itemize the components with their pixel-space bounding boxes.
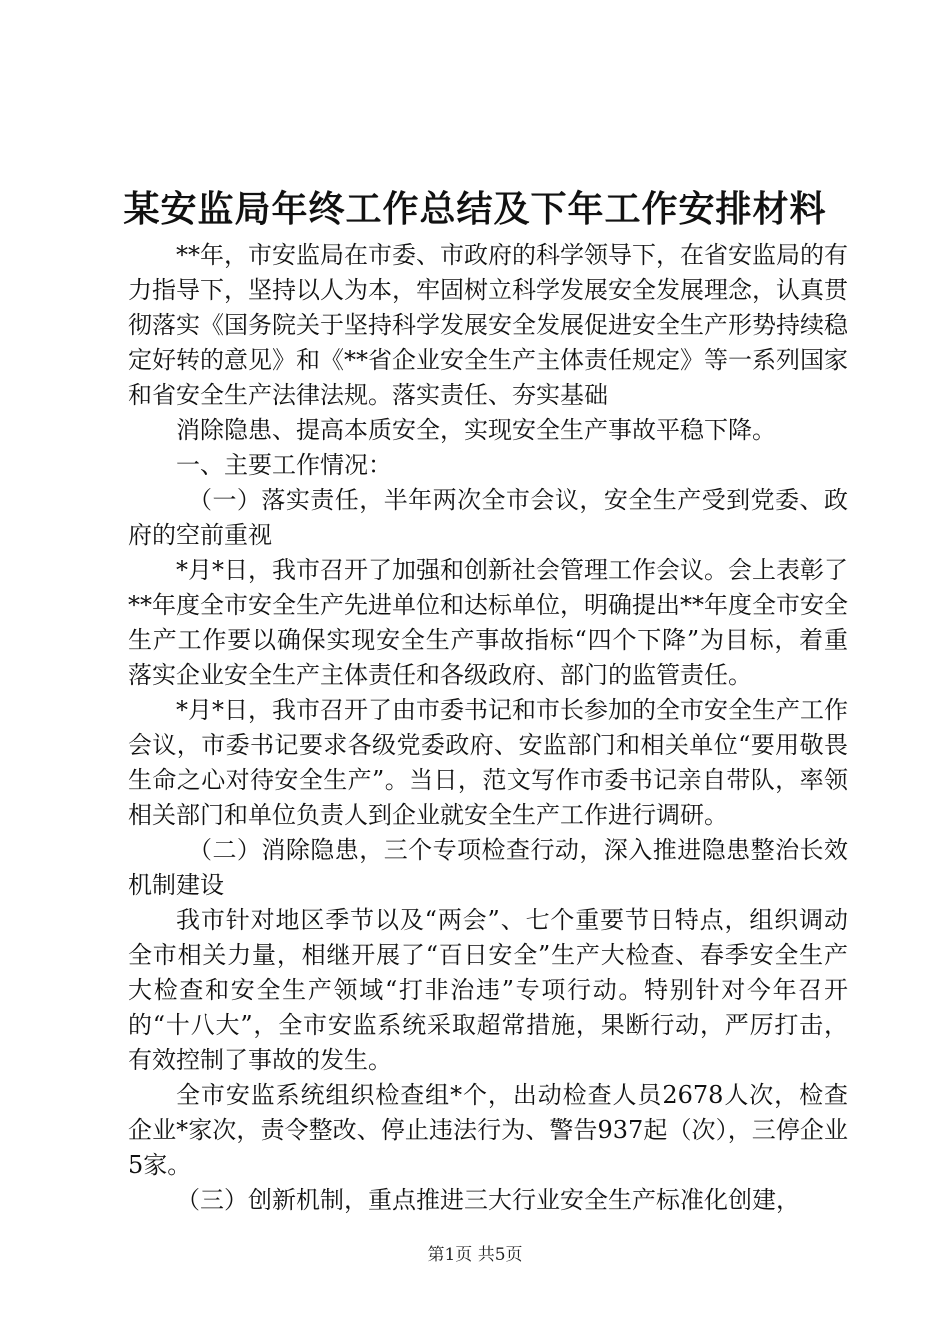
- paragraph-intro: **年，市安监局在市委、市政府的科学领导下，在省安监局的有力指导下，坚持以人为本，牢固树立科学发展安全发展理念，认真贯彻落实《国务院关于坚持科学发展安全发展促进安全生产形势持续稳定好转的意见》和《**省企业安全生产主体责任规定》等一系列国家和省安全生产法律法规。落实责任、夯实基础: [128, 241, 848, 409]
- paragraph-intro-continued: 消除隐患、提高本质安全，实现安全生产事故平稳下降。: [176, 416, 776, 444]
- paragraph-meeting-2: *月*日，我市召开了由市委书记和市长参加的全市安全生产工作会议，市委书记要求各级党委政府、安监部门和相关单位“要用敬畏生命之心对待安全生产”。当日，范文写作市委书记亲自带队，率领相关部门和单位负责人到企业就安全生产工作进行调研。: [128, 696, 848, 829]
- document-title: 某安监局年终工作总结及下年工作安排材料: [123, 188, 827, 230]
- subsection-heading-2: （二）消除隐患，三个专项检查行动，深入推进隐患整治长效机制建设: [128, 836, 848, 899]
- subsection-heading-3: （三）创新机制，重点推进三大行业安全生产标准化创建，: [176, 1186, 800, 1214]
- paragraph-meeting-1: *月*日，我市召开了加强和创新社会管理工作会议。会上表彰了**年度全市安全生产先进单位和达标单位，明确提出**年度全市安全生产工作要以确保实现安全生产事故指标“四个下降”为目标，着重落实企业安全生产主体责任和各级政府、部门的监管责任。: [128, 556, 848, 689]
- subsection-heading-1: （一）落实责任，半年两次全市会议，安全生产受到党委、政府的空前重视: [128, 486, 848, 549]
- section-heading-main-work: 一、主要工作情况：: [176, 451, 392, 479]
- document-body: [128, 238, 848, 1218]
- page-footer: 第1页 共5页: [427, 1245, 523, 1265]
- paragraph-inspection-stats: 全市安监系统组织检查组*个，出动检查人员2678人次，检查企业*家次，责令整改、停止违法行为、警告937起（次），三停企业5家。: [128, 1081, 848, 1179]
- paragraph-inspections: 我市针对地区季节以及“两会”、七个重要节日特点，组织调动全市相关力量，相继开展了“百日安全”生产大检查、春季安全生产大检查和安全生产领域“打非治违”专项行动。特别针对今年召开的“十八大”，全市安监系统采取超常措施，果断行动，严厉打击，有效控制了事故的发生。: [128, 906, 848, 1074]
